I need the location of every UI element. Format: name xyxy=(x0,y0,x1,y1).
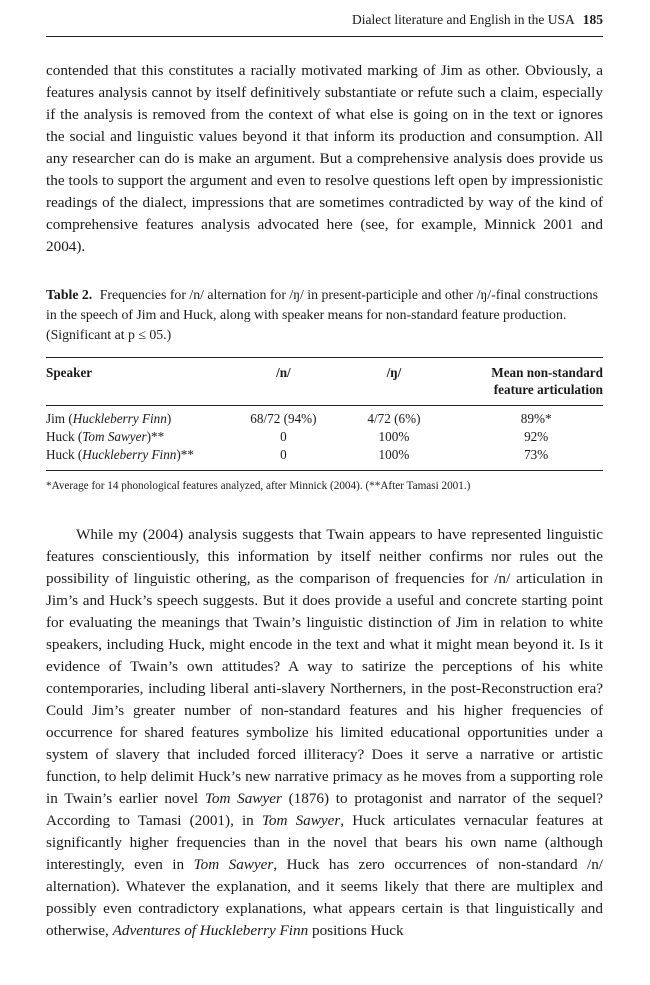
ng-cell: 100% xyxy=(378,447,410,462)
mean-cell: 73% xyxy=(524,447,549,462)
paragraph-2-text: (1876) to protagonist and narrator of the sequel? According to Tamasi (2001), in xyxy=(46,790,603,829)
work-title: Huckleberry Finn xyxy=(82,447,177,462)
speaker-cell: Jim (Huckleberry Finn) xyxy=(46,411,172,426)
work-title: Tom Sawyer xyxy=(82,429,147,444)
header-mean-line2: feature articulation xyxy=(493,382,603,397)
italic-title: Tom Sawyer xyxy=(193,856,274,873)
n-cell: 0 xyxy=(280,429,287,444)
speaker-cell: Huck (Huckleberry Finn)** xyxy=(46,447,194,462)
table-footnote: *Average for 14 phonological features analyzed, after Minnick (2004). (**After Tamasi 2001.) xyxy=(46,480,471,492)
header-n: /n/ xyxy=(276,365,291,380)
running-title: Dialect literature and English in the USA xyxy=(352,12,575,27)
italic-title: Tom Sawyer xyxy=(261,812,341,829)
header-mean-line1: Mean non-standard xyxy=(491,365,603,380)
italic-title: Tom Sawyer xyxy=(204,790,282,807)
n-cell: 0 xyxy=(280,447,287,462)
speaker-marker: ** xyxy=(151,429,165,444)
frequency-table xyxy=(46,357,603,471)
header-speaker: Speaker xyxy=(46,365,93,380)
running-header xyxy=(46,10,603,37)
ng-cell: 4/72 (6%) xyxy=(367,411,421,426)
header-mean xyxy=(451,358,603,406)
work-title: Huckleberry Finn xyxy=(72,411,167,426)
speaker-cell: Huck (Tom Sawyer)** xyxy=(46,429,165,444)
mean-cell: 89%* xyxy=(520,411,552,426)
n-cell: 68/72 (94%) xyxy=(250,411,317,426)
paragraph-2-text: , Huck articulates vernacular features at significantly higher frequencies than in the novel that bears his own name (although interestingly, even in xyxy=(46,812,603,873)
table-caption xyxy=(46,285,603,345)
speaker-marker: ** xyxy=(180,447,194,462)
header-ng: /ŋ/ xyxy=(386,365,402,380)
body-paragraph-2 xyxy=(46,524,603,942)
ng-cell: 100% xyxy=(378,429,410,444)
page-number: 185 xyxy=(582,12,603,27)
speaker-name: Jim xyxy=(46,411,66,426)
table-label: Table 2. xyxy=(46,287,93,302)
speaker-name: Huck xyxy=(46,447,75,462)
table-header-row xyxy=(46,358,603,406)
speaker-name: Huck xyxy=(46,429,75,444)
paragraph-2-text: , Huck has zero occurrences of non-standard /n/ alternation). Whatever the explanation, and it seems likely that there are multiplex and possibly even contradictory explanations, what appears certain is that linguistically and otherwise, xyxy=(46,856,604,939)
italic-title: Adventures of Huckleberry Finn xyxy=(112,922,309,939)
table-caption-text: Frequencies for /n/ alternation for /ŋ/ in present-participle and other /ŋ/-final constructions in the speech of Jim and Huck, along with speaker means for non-standard feature production. (Significant at p ≤ 05.) xyxy=(46,287,599,342)
paragraph-2-text: While my (2004) analysis suggests that Twain appears to have represented linguistic features conscientiously, this information by itself neither confirms nor rules out the possibility of linguistic othering, as the comparison of frequencies for /n/ articulation in Jim’s and Huck’s speech suggests. But it does provide a useful and concrete starting point for evaluating the meanings that Twain’s linguistic distinction of Jim in relation to white speakers, including Huck, might encode in the text and what it might mean beyond it. Is it evidence of Twain’s own attitudes? A way to satirize the perceptions of his white contemporaries, including liberal anti-slavery Northerners, in the post-Reconstruction era? Could Jim’s greater number of non-standard features and his higher frequencies of occurrence for shared features symbolize his limited educational opportunities under a system of slavery that included forced illiteracy? Does it serve a narrative or artistic function, to help delimit Huck’s new narrative primacy as he moves from a supporting role in Twain’s earlier novel xyxy=(46,526,603,807)
body-paragraph-1: contended that this constitutes a racially motivated marking of Jim as other. Obviously, a features analysis cannot by itself definitively substantiate or refute such a claim, especially if the analysis is removed from the context of what else is going on in the text or ignores the social and linguistic values beyond it that inform its production and consumption. All any researcher can do is make an argument. But a comprehensive analysis does provide us the tools to support the argument and even to resolve questions left open by impressionistic readings of the dialect, impressions that are sometimes contradicted by way of the kind of comprehensive features analysis advocated here (see, for example, Minnick 2001 and 2004). xyxy=(46,62,603,255)
table-row xyxy=(46,428,603,446)
paragraph-2-text: positions Huck xyxy=(308,922,404,939)
table-row xyxy=(46,406,603,429)
table-row xyxy=(46,446,603,471)
mean-cell: 92% xyxy=(524,429,549,444)
